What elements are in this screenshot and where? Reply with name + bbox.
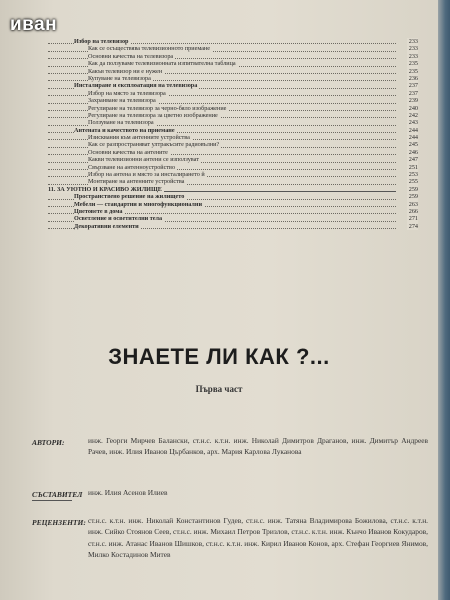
toc-page-number: 259 bbox=[408, 193, 418, 201]
toc-entry bbox=[48, 112, 418, 119]
toc-entry-title bbox=[74, 127, 177, 134]
toc-page-number: 244 bbox=[408, 126, 418, 134]
toc-entry-title bbox=[88, 53, 175, 60]
toc-page-number: 236 bbox=[408, 74, 418, 82]
toc-page-number: 274 bbox=[408, 222, 418, 230]
toc-entry-text: Свързване на антенноустройство bbox=[88, 163, 176, 171]
toc-page-number: 233 bbox=[408, 52, 418, 60]
toc-entry bbox=[48, 127, 418, 134]
toc-entry-title bbox=[74, 82, 199, 89]
toc-page-number: 233 bbox=[408, 38, 418, 45]
toc-entry-text: Избор на място за телевизора bbox=[88, 89, 166, 97]
book-title: ЗНАЕТЕ ЛИ КАК ?... bbox=[108, 344, 330, 369]
toc-entry bbox=[48, 164, 418, 171]
toc-page-number: 266 bbox=[408, 207, 418, 215]
toc-entry-text: Монтиране на антенните устройства bbox=[88, 178, 185, 186]
compiler-label: СЪСТАВИТЕЛ bbox=[32, 490, 83, 499]
toc-entry bbox=[48, 53, 418, 60]
toc-entry-text: Избор на телевизор bbox=[74, 38, 129, 45]
toc-page-number: 237 bbox=[408, 82, 418, 90]
toc-entry bbox=[48, 178, 418, 185]
toc-entry bbox=[48, 75, 418, 82]
toc-entry-text: Основни качества на антените bbox=[88, 148, 168, 156]
compiler-text: инж. Илия Асенов Илиев bbox=[88, 488, 168, 497]
toc-entry-title bbox=[74, 223, 141, 230]
toc-entry-text: 11. ЗА УЮТНО И КРАСИВО ЖИЛИЩЕ bbox=[48, 185, 162, 193]
toc-entry bbox=[48, 97, 418, 104]
toc-entry-text: Изисквания към антенните устройства bbox=[88, 134, 190, 142]
toc-entry-text: Основни качества на телевизора bbox=[88, 52, 174, 60]
toc-entry-title bbox=[88, 119, 156, 126]
toc-page-number: 247 bbox=[408, 156, 418, 164]
toc-entry-text: Как се осъществява телевизионното приемане bbox=[88, 45, 210, 53]
toc-entry-text: Какви телевизионни антени се използуват bbox=[88, 156, 199, 164]
toc-entry-text: Как да ползуваме телевизионната изпитвателна таблица bbox=[88, 60, 236, 68]
toc-entry-title bbox=[88, 164, 177, 171]
toc-entry bbox=[48, 68, 418, 75]
toc-entry-title bbox=[88, 45, 212, 52]
toc-page-number: 245 bbox=[408, 141, 418, 149]
book-cover-edge bbox=[438, 0, 450, 600]
toc-entry-title bbox=[88, 156, 201, 163]
toc-entry-text: Избор на антена и място за инсталирането й bbox=[88, 171, 205, 179]
toc-entry-text: Цветовете в дома bbox=[74, 207, 123, 215]
toc-entry-text: Купуване на телевизора bbox=[88, 74, 151, 82]
compiler-underline bbox=[32, 500, 72, 501]
toc-page-number: 244 bbox=[408, 134, 418, 142]
toc-entry-title bbox=[88, 171, 207, 178]
toc-page-number: 255 bbox=[408, 178, 418, 186]
toc-entry-text: Захранване на телевизора bbox=[88, 97, 156, 105]
authors-label: АВТОРИ: bbox=[32, 438, 65, 447]
toc-page-number: 240 bbox=[408, 104, 418, 112]
toc-entry bbox=[48, 90, 418, 97]
toc-entry-text: Регулиране на телевизора за цветно изображение bbox=[88, 111, 218, 119]
toc-entry-title bbox=[88, 178, 186, 185]
toc-entry bbox=[48, 215, 418, 222]
toc-page-number: 251 bbox=[408, 163, 418, 171]
toc-entry-text: Инсталиране и експлоатация на телевизора bbox=[74, 82, 198, 90]
toc-entry-title bbox=[88, 75, 153, 82]
toc-entry-title bbox=[48, 186, 164, 193]
toc-entry-title bbox=[74, 201, 204, 208]
toc-entry-text: Как се разпространяват ултракъсите радиовълни? bbox=[88, 141, 220, 149]
toc-entry bbox=[48, 223, 418, 230]
toc-entry bbox=[48, 60, 418, 67]
toc-entry-title bbox=[88, 149, 170, 156]
toc-page-number: 235 bbox=[408, 60, 418, 68]
toc-entry-text: Мебели — стандартни и многофункционални bbox=[74, 200, 203, 208]
toc-entry bbox=[48, 171, 418, 178]
toc-entry bbox=[48, 156, 418, 163]
toc-page-number: 243 bbox=[408, 119, 418, 127]
book-part: Първа част bbox=[195, 384, 243, 394]
toc-page-number: 242 bbox=[408, 111, 418, 119]
toc-page-number: 271 bbox=[408, 215, 418, 223]
toc-entry-text: Антената и качеството на приемане bbox=[74, 126, 175, 134]
toc-entry-title bbox=[88, 68, 164, 75]
toc-entry bbox=[48, 208, 418, 215]
toc-entry-title bbox=[88, 141, 221, 148]
toc-entry-text: Регулиране на телевизор за черно-бяло изображение bbox=[88, 104, 227, 112]
toc-entry bbox=[48, 186, 418, 193]
toc-page-number: 239 bbox=[408, 97, 418, 105]
toc-entry-text: Осветление и осветителни тела bbox=[74, 215, 163, 223]
toc-entry-title bbox=[74, 208, 124, 215]
toc-entry-text: Декоративни елементи bbox=[74, 222, 139, 230]
toc-entry-title bbox=[74, 193, 186, 200]
reviewers-label: РЕЦЕНЗЕНТИ: bbox=[32, 518, 86, 527]
toc-entry bbox=[48, 141, 418, 148]
toc-entry-title bbox=[74, 38, 131, 45]
toc-entry-title bbox=[88, 90, 168, 97]
authors-text: инж. Георги Мирчев Балански, ст.н.с. к.т.н. инж. Николай Димитров Драганов, инж. Димитър Андреев Рачев, инж. Илия Иванов Църбанков, арх. Мария Карлова Луканова bbox=[88, 436, 428, 457]
toc-page-number: 259 bbox=[408, 185, 418, 193]
toc-entry bbox=[48, 38, 418, 45]
toc-entry-title bbox=[88, 134, 192, 141]
toc-entry-title bbox=[88, 97, 158, 104]
toc-entry bbox=[48, 119, 418, 126]
toc-entry-title bbox=[88, 60, 238, 67]
toc-entry-title bbox=[74, 215, 164, 222]
toc-entry-text: Какъв телевизор ни е нужен bbox=[88, 67, 163, 75]
toc-page-number: 263 bbox=[408, 200, 418, 208]
toc-entry bbox=[48, 134, 418, 141]
toc-entry bbox=[48, 201, 418, 208]
toc-page-number: 246 bbox=[408, 148, 418, 156]
toc-entry bbox=[48, 82, 418, 89]
toc-entry bbox=[48, 149, 418, 156]
toc-page-number: 253 bbox=[408, 171, 418, 179]
toc-entry bbox=[48, 193, 418, 200]
toc-entry-title bbox=[88, 105, 228, 112]
reviewers-text: ст.н.с. к.т.н. инж. Николай Константинов Гудев, ст.н.с. инж. Татяна Владимирова Божилова, ст.н.с. к.т.н. инж. Сийко Стоянов Сеев, ст.н.с. инж. Михаил Петров Тризлов, ст.н.с. к.т.н. инж. Кънчо Иванов Кокударов, ст.н.с. инж. Атанас Иванов Шишков, ст.н.с. к.т.н. инж. Кирил Иванов Конов, арх. Стефан Георгиев Янимов, Милко Костадинов Митев bbox=[88, 516, 428, 560]
toc-entry-text: Ползуване на телевизора bbox=[88, 119, 154, 127]
table-of-contents bbox=[48, 38, 418, 230]
toc-entry bbox=[48, 45, 418, 52]
toc-page-number: 233 bbox=[408, 45, 418, 53]
toc-entry-title bbox=[88, 112, 220, 119]
toc-entry bbox=[48, 105, 418, 112]
toc-page-number: 237 bbox=[408, 89, 418, 97]
toc-page-number: 235 bbox=[408, 67, 418, 75]
watermark-badge: иван bbox=[10, 14, 58, 35]
toc-entry-text: Пространствено решение на жилището bbox=[74, 193, 185, 201]
